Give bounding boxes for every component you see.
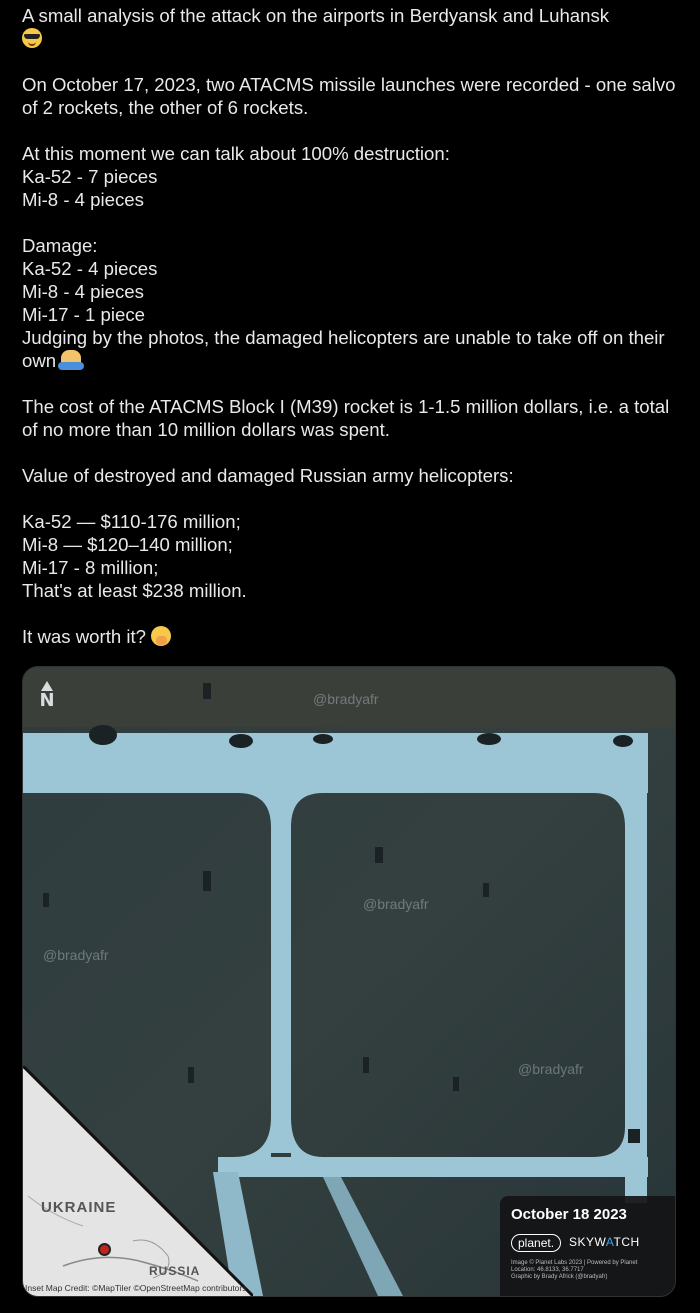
post-line: Mi-8 - 4 pieces [22,189,144,210]
face-with-hand-over-mouth-icon [151,626,171,646]
image-caption-box [500,1196,675,1296]
post-line: Mi-8 — $120–140 million; [22,534,233,555]
smiling-face-with-sunglasses-icon [22,28,42,48]
post-line: Mi-8 - 4 pieces [22,281,144,302]
post-line: On October 17, 2023, two ATACMS missile launches were recorded - one salvo of 2 rockets, the other of 6 rockets. [22,74,676,118]
location-pin-icon [98,1243,111,1256]
north-indicator: N [37,681,57,711]
inset-label-ukraine: UKRAINE [41,1199,117,1216]
inset-map-graphic [23,1066,253,1296]
caption-graphic-line: Graphic by Brady Africk (@bradyafr) [511,1274,608,1280]
inset-map-credit: Inset Map Credit: ©MapTiler ©OpenStreetMap contributors [25,1283,247,1293]
post-text [22,4,682,648]
watermark: @bradyafr [43,947,109,963]
watermark: @bradyafr [313,691,379,707]
post-line: Value of destroyed and damaged Russian army helicopters: [22,465,514,486]
post-line: The cost of the ATACMS Block I (M39) rocket is 1-1.5 million dollars, i.e. a total of no more than 10 million dollars was spent. [22,396,670,440]
caption-credit-line: Image © Planet Labs 2023 | Powered by Planet [511,1260,638,1266]
post-line: Mi-17 - 1 piece [22,304,145,325]
post-line: Mi-17 - 8 million; [22,557,159,578]
watermark: @bradyafr [363,896,429,912]
post-line: Judging by the photos, the damaged helicopters are unable to take off on their own [22,327,665,371]
skywatch-logo: SKYWATCH [569,1235,640,1249]
post-line: That's at least $238 million. [22,580,247,601]
inset-map [23,1066,253,1296]
post-line: Ka-52 - 7 pieces [22,166,158,187]
post-line: A small analysis of the attack on the airports in Berdyansk and Luhansk [22,4,682,50]
planet-logo: planet. [511,1234,561,1252]
person-shrugging-icon [61,350,81,370]
satellite-image[interactable] [22,666,676,1297]
post-line: Ka-52 - 4 pieces [22,258,158,279]
post-line: Ka-52 — $110-176 million; [22,511,241,532]
post-line: It was worth it? [22,625,682,648]
inset-label-russia: RUSSIA [149,1264,201,1278]
capture-date: October 18 2023 [511,1206,627,1223]
post-line: At this moment we can talk about 100% destruction: [22,143,450,164]
watermark: @bradyafr [518,1061,584,1077]
post-line: Damage: [22,235,98,256]
caption-location-line: Location: 46.8133, 36.7717 [511,1267,584,1273]
